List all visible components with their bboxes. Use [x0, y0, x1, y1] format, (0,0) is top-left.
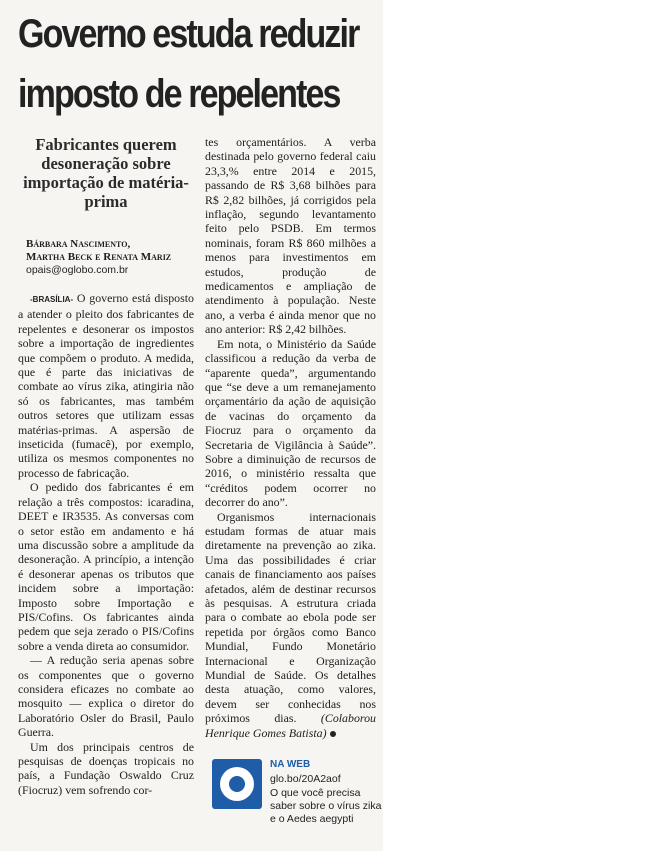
- article-paragraph: -BRASÍLIA- O governo está disposto a atender o pleito dos fabricantes de repelentes e desonerar os impostos sobre a importação de ingredientes que compõem o produto. A medida, que é parte das iniciativas de combate ao vírus zika, atingiria não só os fabricantes, mas também outros setores que utilizam essas matérias-primas. A aspersão de inseticida (fumacê), por exemplo, utiliza os mesmos componentes no processo de fabricação.: [18, 291, 194, 480]
- article-paragraph: — A redução seria apenas sobre os componentes que o governo considera eficazes no combate ao mosquito — explica o diretor do Laboratório Osler do Brasil, Paulo Guerra.: [18, 653, 194, 740]
- article-paragraph: Organismos internacionais estudam formas de atuar mais diretamente na prevenção ao zika. Uma das possibilidades é criar canais de financiamento aos países afetados, além de destinar recursos às pesquisas. A estrutura criada para o combate ao ebola pode ser repetida por órgãos como Banco Mundial, Fundo Monetário Internacional e Organização Mundial de Saúde. Os detalhes desta atuação, como valores, devem ser conhecidas nos próximos dias. (Colaborou Henrique Gomes Batista): [205, 509, 376, 740]
- end-mark: [330, 731, 336, 737]
- article-paragraph: tes orçamentários. A verba destinada pelo governo federal caiu 23,3,% entre 2014 e 2015, passando de R$ 3,68 bilhões para R$ 2,82 bilhões, já corrigidos pela inflação, segundo levantamento feito pelo PSDB. Em termos nominais, foram R$ 860 milhões a menos para investimentos em estudos, produção de medicamentos e ampliação de atendimento à população. Neste ano, a verba é ainda menor que no ano anterior: R$ 2,42 bilhões.: [205, 135, 376, 337]
- credit: (Colaborou Henrique Gomes Batista): [205, 711, 376, 740]
- web-link[interactable]: glo.bo/20A2aof: [270, 773, 341, 785]
- byline: [26, 238, 194, 264]
- article-paragraph: Um dos principais centros de pesquisas de doenças tropicais no país, a Fundação Oswaldo Cruz (Fiocruz) vem sofrendo cor-: [18, 739, 194, 797]
- byline-line-2: Martha Beck e Renata Mariz: [26, 251, 172, 263]
- web-label: NA WEB: [270, 759, 311, 770]
- dateline: -BRASÍLIA-: [30, 295, 74, 304]
- web-target-icon: [212, 759, 262, 809]
- article-column-1: [18, 291, 194, 797]
- subheadline: Fabricantes querem desoneração sobre importação de matéria-prima: [23, 135, 189, 211]
- web-description: O que você precisa saber sobre o vírus zika e o Aedes aegypti: [270, 787, 382, 825]
- headline-line-1: Governo estuda reduzir: [18, 12, 359, 56]
- article-paragraph: O pedido dos fabricantes é em relação a três compostos: icaradina, DEET e IR3535. As conversas com o setor estão em andamento e há uma discussão sobre a amplitude da desoneração. A princípio, a intenção é desonerar apenas os tributos que incidem sobre a importação: Imposto sobre Importação e PIS/Cofins. Os fabricantes ainda pedem que seja zerado o PIS/Cofins sobre a venda direta ao consumidor.: [18, 480, 194, 653]
- headline-line-2: imposto de repelentes: [18, 72, 340, 116]
- byline-line-1: Bárbara Nascimento,: [26, 238, 131, 250]
- web-reference-box[interactable]: [212, 755, 380, 827]
- article-paragraph: Em nota, o Ministério da Saúde classificou a redução da verba de “aparente queda”, argumentando que “se deve a um remanejamento orçamentário da ação de aquisição de vacinas do orçamento da Fiocruz para o orçamento da Secretaria de Vigilância à Saúde”. Sobre a diminuição de recursos de 2016, o ministério ressalta que “créditos podem ocorrer no decorrer do ano”.: [205, 336, 376, 510]
- headline: [18, 4, 359, 124]
- article-column-2: [205, 135, 376, 740]
- author-email: opais@oglobo.com.br: [26, 264, 129, 276]
